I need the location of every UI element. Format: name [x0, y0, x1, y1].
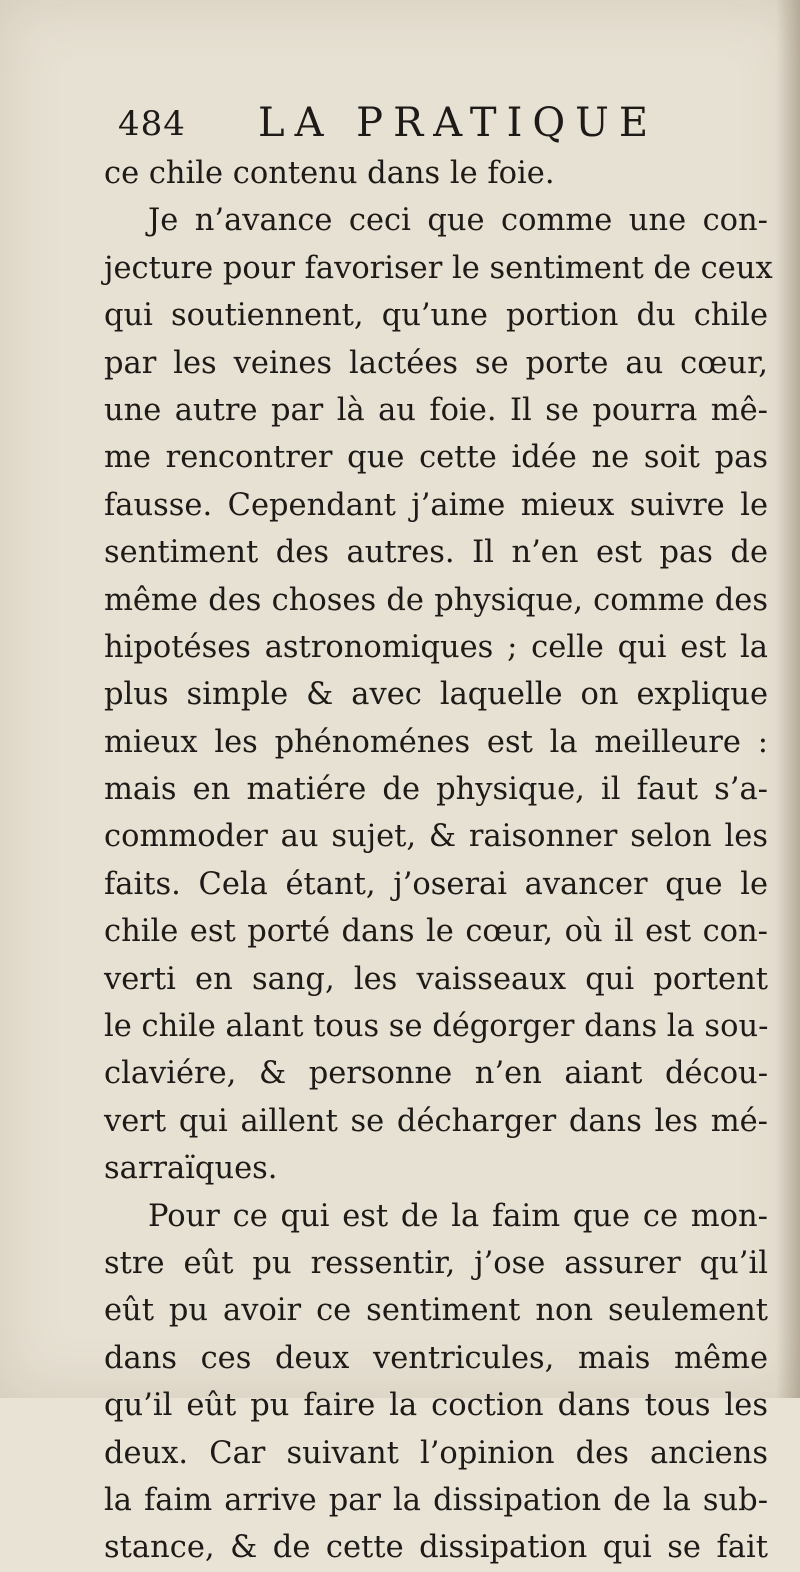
text-line: hipotéses astronomiques ; celle qui est la — [104, 629, 768, 665]
text-line: eût pu avoir ce sentiment non seulement — [104, 1293, 768, 1329]
text-line: par les veines lactées se porte au cœur, — [104, 345, 768, 381]
text-line: le chile alant tous se dégorger dans la sou- — [104, 1009, 769, 1045]
text-line: fausse. Cependant j’aime mieux suivre le — [104, 487, 768, 523]
text-line: une autre par là au foie. Il se pourra mê- — [104, 392, 768, 428]
text-line: claviére, & personne n’en aiant décou- — [104, 1056, 768, 1092]
text-line: plus simple & avec laquelle on explique — [104, 677, 768, 713]
text-line: stance, & de cette dissipation qui se fait — [104, 1530, 768, 1566]
text-line: Pour ce qui est de la faim que ce mon- — [148, 1198, 768, 1234]
page-number: 484 — [118, 104, 186, 144]
text-line: verti en sang, les vaisseaux qui portent — [104, 961, 768, 997]
text-line: même des choses de physique, comme des — [104, 582, 768, 618]
text-line: deux. Car suivant l’opinion des anciens — [104, 1435, 768, 1471]
text-line: ce chile contenu dans le foie. — [104, 156, 555, 191]
text-line: faits. Cela étant, j’oserai avancer que le — [104, 866, 768, 902]
running-head: LA PRATIQUE — [258, 100, 659, 146]
page-edge-shadow — [776, 0, 800, 1398]
text-line: sarraïques. — [104, 1151, 278, 1187]
text-line: qu’il eût pu faire la coction dans tous les — [104, 1388, 768, 1424]
text-line: qui soutiennent, qu’une portion du chile — [104, 298, 768, 334]
text-line: mais en matiére de physique, il faut s’a- — [104, 772, 768, 808]
text-line: dans ces deux ventricules, mais même — [104, 1340, 768, 1376]
text-line: vert qui aillent se décharger dans les mé- — [104, 1103, 768, 1139]
text-line: jecture pour favoriser le sentiment de ceux — [104, 250, 773, 286]
text-line: me rencontrer que cette idée ne soit pas — [104, 440, 768, 476]
text-line: commoder au sujet, & raisonner selon les — [104, 819, 768, 855]
text-line: la faim arrive par la dissipation de la sub- — [104, 1482, 768, 1518]
text-line: Je n’avance ceci que comme une con- — [148, 203, 768, 239]
text-line: sentiment des autres. Il n’en est pas de — [104, 535, 768, 571]
body-text — [104, 150, 773, 1572]
text-line: stre eût pu ressentir, j’ose assurer qu’il — [104, 1245, 768, 1281]
text-line: mieux les phénoménes est la meilleure : — [104, 724, 768, 760]
page-header — [118, 100, 678, 152]
text-line: chile est porté dans le cœur, où il est con- — [104, 914, 768, 950]
